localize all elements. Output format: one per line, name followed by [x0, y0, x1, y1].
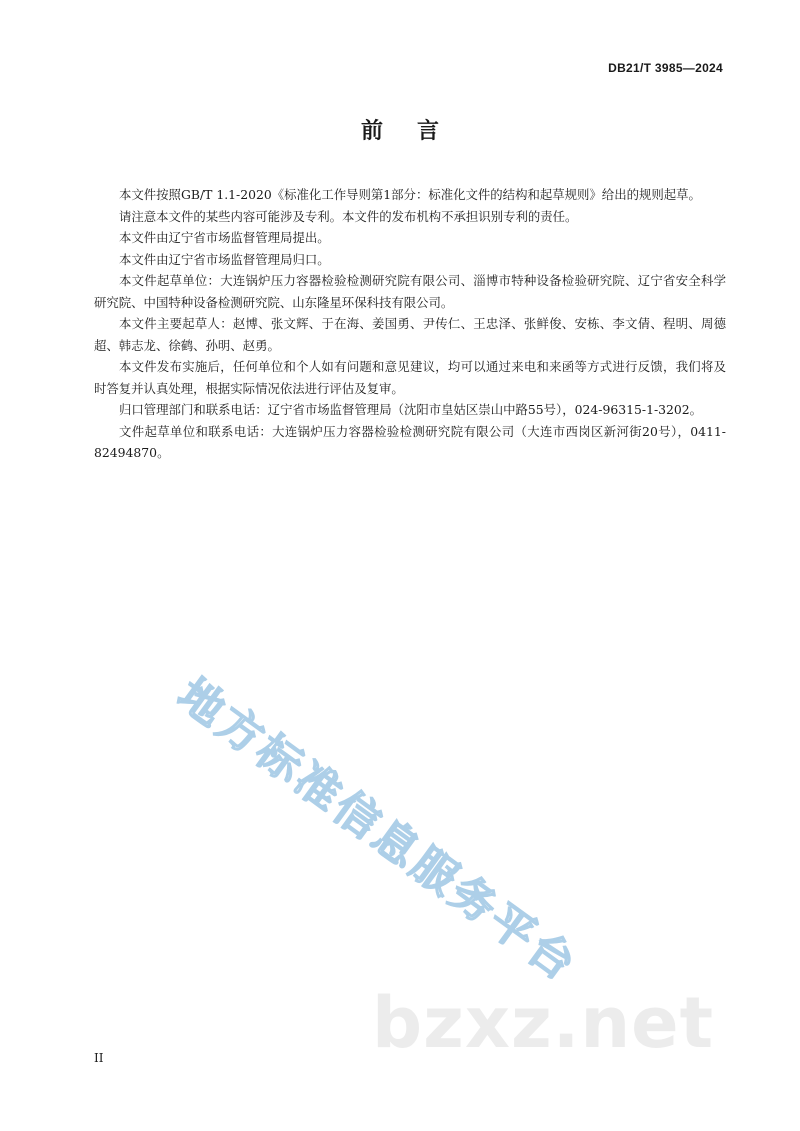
- platform-watermark: 地方标准信息服务平台: [168, 668, 587, 993]
- paragraph-feedback: 本文件发布实施后，任何单位和个人如有问题和意见建议，均可以通过来电和来函等方式进行反馈，我们将及时答复并认真处理，根据实际情况依法进行评估及复审。: [94, 359, 726, 396]
- preface-body: [94, 184, 726, 464]
- page-title: 前言: [360, 119, 473, 144]
- paragraph-drafting-rules: 本文件按照GB/T 1.1-2020《标准化工作导则第1部分：标准化文件的结构和起草规则》给出的规则起草。: [119, 187, 701, 202]
- paragraph-drafting-units: 本文件起草单位：大连锅炉压力容器检验检测研究院有限公司、淄博市特种设备检验研究院、辽宁省安全科学研究院、中国特种设备检测研究院、山东隆星环保科技有限公司。: [94, 273, 726, 310]
- paragraph-drafters: 本文件主要起草人：赵博、张文辉、于在海、姜国勇、尹传仁、王忠泽、张鲜俊、安栋、李文倩、程明、周德超、韩志龙、徐鹤、孙明、赵勇。: [94, 316, 726, 353]
- paragraph-proposer: 本文件由辽宁省市场监督管理局提出。: [119, 230, 330, 245]
- paragraph-admin-contact: 归口管理部门和联系电话：辽宁省市场监督管理局（沈阳市皇姑区崇山中路55号），024-96315-1-3202。: [119, 402, 703, 417]
- page-number: II: [94, 1051, 104, 1065]
- site-watermark: bzxz.net: [372, 982, 715, 1064]
- paragraph-administrator: 本文件由辽宁省市场监督管理局归口。: [119, 251, 330, 267]
- paragraph-drafter-contact: 文件起草单位和联系电话：大连锅炉压力容器检验检测研究院有限公司（大连市西岗区新河街20号），0411-82494870。: [94, 423, 726, 460]
- paragraph-patent-notice: 请注意本文件的某些内容可能涉及专利。本文件的发布机构不承担识别专利的责任。: [119, 208, 578, 224]
- document-code: DB21/T 3985—2024: [608, 61, 723, 75]
